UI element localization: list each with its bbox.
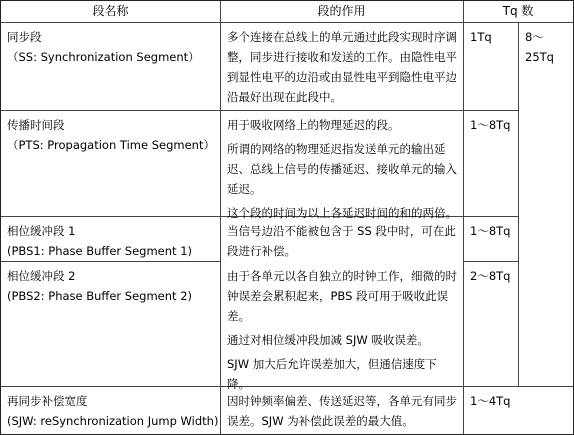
ss-name-cn: 同步段	[7, 30, 42, 44]
sjw-name-cn: 再同步补偿宽度	[7, 394, 88, 408]
pbs1-desc-0: 当信号边沿不能被包含于 SS 段中时，可在此段进行补偿。	[227, 224, 456, 258]
total-tq-line1: 8～	[525, 30, 544, 44]
pts-name-cn: 传播时间段	[7, 118, 65, 132]
pbs2-name-cn: 相位缓冲段 2	[7, 269, 76, 283]
row-pts-description	[221, 111, 463, 227]
ss-name-en: （SS: Synchronization Segment）	[7, 50, 200, 64]
row-ss-description	[221, 23, 463, 111]
pbs1-name-cn: 相位缓冲段 1	[7, 224, 76, 238]
total-tq	[519, 23, 573, 71]
pbs2-desc-2: SJW 加大后允许误差加大，但通信速度下降。	[227, 357, 437, 391]
ss-tq: 1Tq	[470, 30, 492, 44]
header-segment-name: 段名称	[92, 4, 129, 18]
pts-desc-0: 用于吸收网络上的物理延迟的段。	[227, 118, 400, 132]
sjw-tq: 1～4Tq	[470, 394, 511, 408]
row-pbs1-name	[1, 217, 220, 265]
pbs2-tq: 2～8Tq	[470, 269, 511, 283]
total-tq-line2: 25Tq	[525, 50, 554, 64]
pts-desc-2: 这个段的时间为以上各延迟时间的和的两倍。	[227, 206, 457, 220]
ss-desc-0: 多个连接在总线上的单元通过此段实现时序调整，同步进行接收和发送的工作。由隐性电平到显性电平的边沿或由显性电平到隐性电平边沿最好出现在此段中。	[227, 30, 457, 104]
row-pts-name	[1, 111, 220, 159]
pbs1-name-en: (PBS1: Phase Buffer Segment 1)	[7, 244, 193, 258]
row-ss-name	[1, 23, 220, 71]
row-pbs1-description	[221, 217, 463, 265]
row-pbs2-description	[221, 262, 463, 398]
pts-name-en: （PTS: Propagation Time Segment）	[7, 138, 215, 152]
pts-tq: 1～8Tq	[470, 118, 511, 132]
pbs2-name-en: (PBS2: Phase Buffer Segment 2)	[7, 289, 193, 303]
pbs2-desc-0: 由于各单元以各自独立的时钟工作，细微的时钟误差会累积起来，PBS 段可用于吸收此误差。	[227, 269, 457, 323]
row-sjw-name	[1, 387, 220, 435]
sjw-desc-0: 因时钟频率偏差、传送延迟等，各单元有同步误差。SJW 为补偿此误差的最大值。	[227, 394, 457, 428]
header-function: 段的作用	[317, 4, 366, 18]
row-sjw-description	[221, 387, 463, 435]
sjw-name-en: (SJW: reSynchronization Jump Width)	[7, 414, 219, 428]
pts-desc-1: 所谓的网络的物理延迟指发送单元的输出延迟、总线上信号的传播延迟、接收单元的输入延迟。	[227, 142, 457, 196]
row-pbs2-name	[1, 262, 220, 310]
pbs2-desc-1: 通过对相位缓冲段加减 SJW 吸收误差。	[227, 333, 429, 347]
pbs1-tq: 1～8Tq	[470, 224, 511, 238]
header-tq-count: Tq 数	[502, 4, 534, 18]
